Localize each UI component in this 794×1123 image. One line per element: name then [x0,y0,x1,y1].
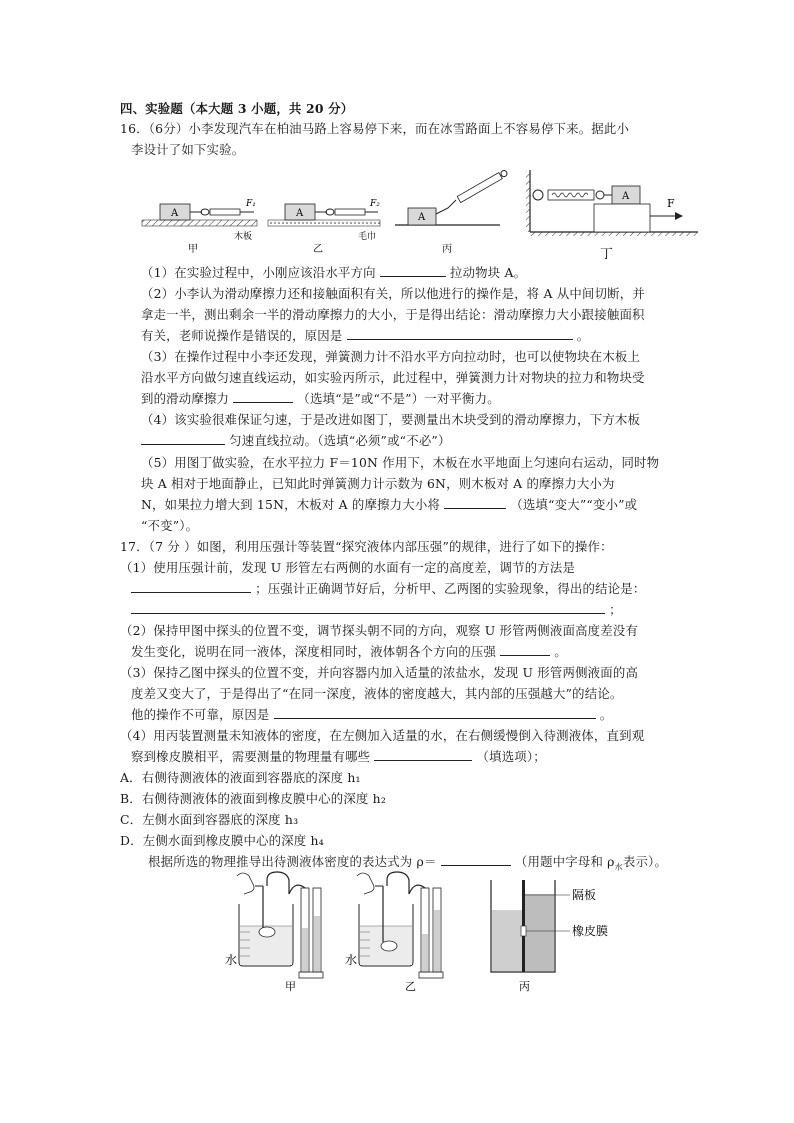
friction-experiment-figure [130,170,700,270]
answer-blank[interactable] [441,853,511,866]
caption-bing: 丙 [519,980,530,993]
force-f2-label: F₂ [370,199,380,209]
block-label: A [171,208,179,219]
q17-stem: 17．（7 分 ）如图，利用压强计等装置“探究液体内部压强”的规律，进行了如下的操作： [120,539,613,554]
water-label: 水 [345,953,358,967]
setup-bing [395,170,508,255]
force-f-label: F [667,197,675,210]
caption-yi: 乙 [405,980,416,993]
setup-yi [345,872,443,993]
q16-part1: （1）在实验过程中，小刚应该沿水平方向 拉动物块 A。 [141,265,527,280]
q16-part5-line3: N，如果拉力增大到 15N，木板对 A 的摩擦力大小将 （选填“变大”“变小”或 [141,497,638,512]
probe [259,927,275,937]
q16-part5-line2: 块 A 相对于地面静止，已知此时弹簧测力计示数为 6N，则木板对 A 的摩擦力大小为 [141,476,615,491]
stand-base [299,972,323,978]
caption-bing: 丙 [442,244,452,255]
wooden-board [594,204,650,232]
probe [381,941,397,951]
rubber-tube [387,872,409,894]
q16-stem-line1: 16．（6分）小李发现汽车在柏油马路上容易停下来，而在冰雪路面上不容易停下来。据此小 [120,121,630,136]
water-label: 水 [225,953,238,967]
q17-density-expression: 根据所选的物理推导出待测液体密度的表达式为 ρ＝ （用题中字母和 $\rho_水$表示）。 [148,854,668,872]
force-f1-label: F₁ [246,199,256,209]
q16-part2-line1: （2）小李认为滑动摩擦力还和接触面积有关，所以他进行的操作是，将 A 从中间切断，并 [141,286,645,301]
caption-jia: 甲 [188,244,198,255]
q17-part1-line2: ；压强计正确调节好后，分析甲、乙两图的实验现象，得出的结论是： [131,580,645,598]
rubber-tube [267,872,289,894]
answer-blank[interactable] [380,264,446,277]
block-label: A [418,212,426,223]
setup-jia [142,199,257,255]
wood-label: 木板 [234,232,253,242]
caption-jia: 甲 [285,980,296,993]
spring-scale [457,173,502,203]
answer-blank[interactable] [131,580,251,593]
rubber-membrane [521,926,526,936]
q17-option-d: D．左侧水面到橡皮膜中心的深度 h₄ [120,833,324,848]
hand-icon [357,873,374,894]
setup-bing [491,880,608,993]
setup-jia [225,872,323,993]
q16-part3-line1: （3）在操作过程中小李还发现，弹簧测力计不沿水平方向拉动时，也可以使物块在木板上 [141,349,641,364]
q17-part1-line1: （1）使用压强计前，发现 U 形管左右两侧的水面有一定的高度差，调节的方法是 [120,560,576,575]
q17-part1-line3: ； [131,601,622,619]
setup-ding [526,170,698,262]
caption-yi: 乙 [313,244,323,255]
answer-blank[interactable] [374,748,472,761]
q16-stem-line2: 李设计了如下实验。 [131,142,245,157]
partition-label: 隔板 [572,888,597,902]
q17-part2-line1: （2）保持甲图中探头的位置不变，调节探头朝不同的方向，观察 U 形管两侧液面高度差没有 [120,623,639,638]
stand-base [419,972,443,978]
q16-part3-line3: 到的滑动摩擦力 （选填“是”或“不是”）一对平衡力。 [141,391,500,406]
q16-part3-line2: 沿水平方向做匀速直线运动，如实验丙所示，此过程中，弹簧测力计对物块的拉力和物块受 [141,370,645,385]
pressure-gauge-figure [225,866,635,996]
towel-surface [268,220,380,226]
hand-icon [237,873,254,894]
answer-blank[interactable] [274,706,596,719]
spring-scale [548,190,594,200]
q17-part3-line3: 他的操作不可靠，原因是 。 [131,707,613,722]
answer-blank[interactable] [233,390,293,403]
q16-part5-line4: “不变”）。 [141,518,199,533]
caption-ding: 丁 [600,247,614,262]
block-label: A [622,191,630,202]
section-title: 四、实验题（本大题 3 小题，共 20 分） [120,101,354,116]
membrane-label: 橡皮膜 [572,924,609,938]
q16-part4-line1: （4）该实验很难保证匀速，于是改进如图丁，要测量出木块受到的滑动摩擦力，下方木板 [141,412,641,427]
q16-part5-line1: （5）用图丁做实验，在水平拉力 F＝10N 作用下，木板在水平地面上匀速向右运动，同时物 [141,455,660,470]
q17-option-b: B．右侧待测液体的液面到橡皮膜中心的深度 h₂ [120,791,387,806]
answer-blank[interactable] [131,601,605,614]
block-label: A [296,208,304,219]
q17-option-c: C．左侧水面到容器底的深度 h₃ [120,812,299,827]
q17-part2-line2: 发生变化，说明在同一液体，深度相同时，液体朝各个方向的压强 。 [131,644,568,659]
q17-option-a: A．右侧待测液体的液面到容器底的深度 h₁ [120,770,361,785]
q16-part2-line3: 有关，老师说操作是错误的，原因是 。 [141,328,590,343]
answer-blank[interactable] [141,432,225,445]
q17-part3-line2: 度差又变大了，于是得出了“在同一深度，液体的密度越大，其内部的压强越大”的结论。 [131,686,623,701]
q17-part3-line1: （3）保持乙图中探头的位置不变，并向容器内加入适量的浓盐水，发现 U 形管两侧液面的高 [120,665,639,680]
spring-scale [210,209,240,215]
answer-blank[interactable] [444,496,506,509]
answer-blank[interactable] [500,643,550,656]
q16-part2-line2: 拿走一半，测出剩余一半的滑动摩擦力的大小，于是得出结论：滑动摩擦力大小跟接触面积 [141,307,645,322]
q17-part4-line1: （4）用丙装置测量未知液体的密度，在左侧加入适量的水，在右侧缓慢倒入待测液体，直到观 [120,728,645,743]
q16-part4-line2: 匀速直线拉动。（选填“必须”或“不必”） [141,432,451,450]
setup-yi [268,199,380,255]
q17-part4-line2: 察到橡皮膜相平，需要测量的物理量有哪些 （填选项）； [131,749,546,764]
towel-label: 毛巾 [358,232,377,242]
answer-blank[interactable] [347,327,573,340]
spring-scale [335,209,365,215]
wood-board [142,220,257,226]
